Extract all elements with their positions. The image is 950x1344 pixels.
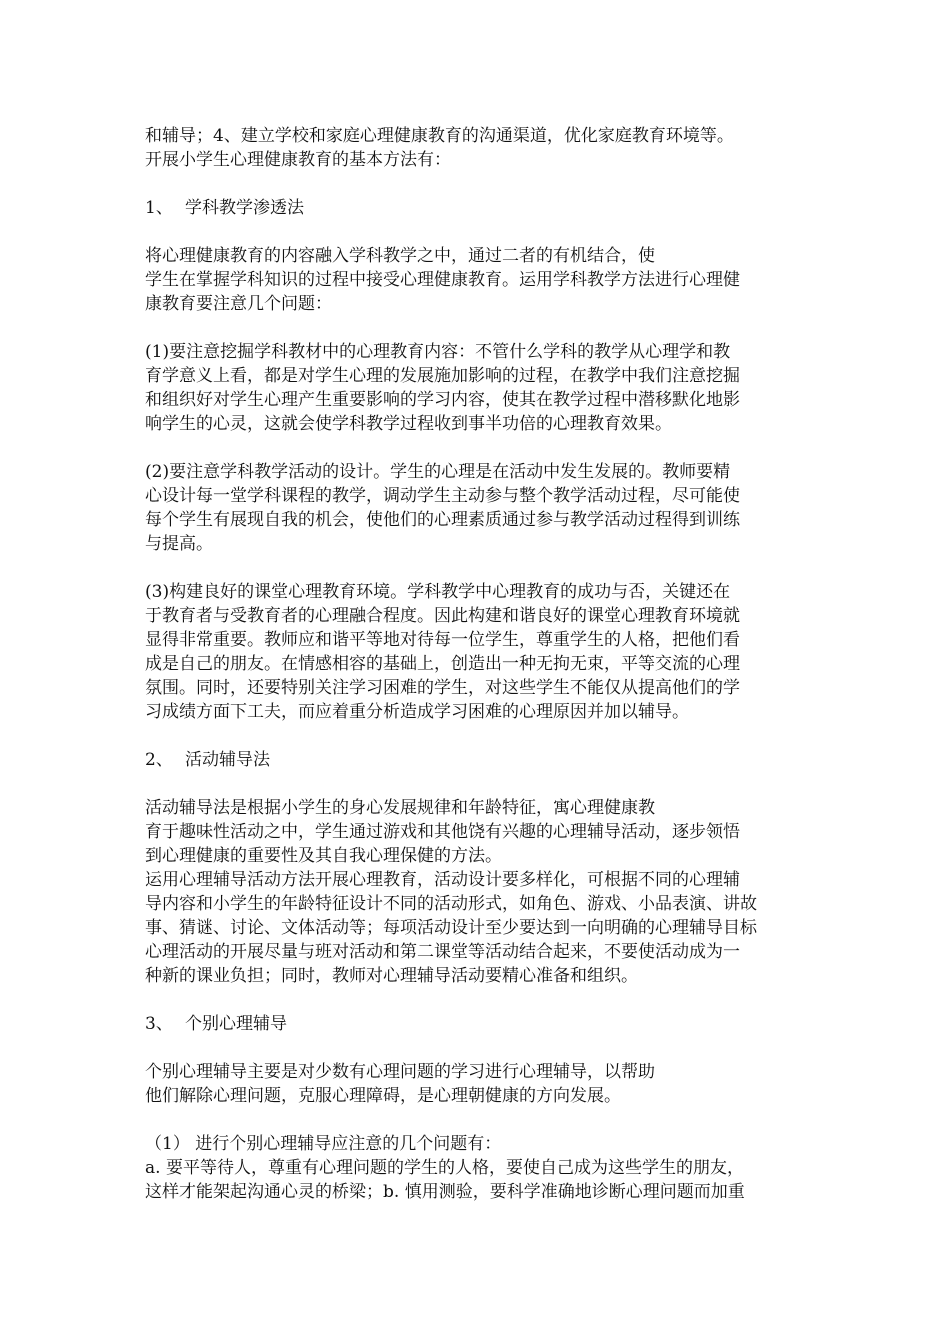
text-line: 事、猜谜、讨论、文体活动等；每项活动设计至少要达到一向明确的心理辅导目标 xyxy=(145,918,757,938)
paragraph-gap xyxy=(145,220,825,244)
text-line: （1） 进行个别心理辅导应注意的几个问题有： xyxy=(145,1134,502,1154)
section-heading-1 xyxy=(145,196,825,220)
section-heading-2 xyxy=(145,748,825,772)
text-line: (3)构建良好的课堂心理教育环境。学科教学中心理教育的成功与否，关键还在 xyxy=(145,582,731,602)
text-line: 每个学生有展现自我的机会，使他们的心理素质通过参与教学活动过程得到训练 xyxy=(145,510,740,530)
section-title: 活动辅导法 xyxy=(185,750,270,770)
text-line: 他们解除心理问题，克服心理障碍，是心理朝健康的方向发展。 xyxy=(145,1086,621,1106)
text-line: 到心理健康的重要性及其自我心理保健的方法。 xyxy=(145,846,502,866)
paragraph-gap xyxy=(145,436,825,460)
text-line: (2)要注意学科教学活动的设计。学生的心理是在活动中发生发展的。教师要精 xyxy=(145,462,731,482)
section-title: 个别心理辅导 xyxy=(185,1014,287,1034)
paragraph-gap xyxy=(145,988,825,1012)
paragraph-gap xyxy=(145,556,825,580)
text-line: 种新的课业负担；同时，教师对心理辅导活动要精心准备和组织。 xyxy=(145,966,638,986)
text-line: 与提高。 xyxy=(145,534,213,554)
text-line: 和组织好对学生心理产生重要影响的学习内容，使其在教学过程中潜移默化地影 xyxy=(145,390,740,410)
text-line: 心理活动的开展尽量与班对活动和第二课堂等活动结合起来，不要使活动成为一 xyxy=(145,942,740,962)
text-line: 响学生的心灵，这就会使学科教学过程收到事半功倍的心理教育效果。 xyxy=(145,414,672,434)
paragraph-gap xyxy=(145,1036,825,1060)
section-title: 学科教学渗透法 xyxy=(185,198,304,218)
text-line: 和辅导；4、建立学校和家庭心理健康教育的沟通渠道，优化家庭教育环境等。 xyxy=(145,126,734,146)
paragraph-gap xyxy=(145,316,825,340)
paragraph-gap xyxy=(145,172,825,196)
text-line: 习成绩方面下工夫，而应着重分析造成学习困难的心理原因并加以辅导。 xyxy=(145,702,689,722)
paragraph-gap xyxy=(145,724,825,748)
section-number: 3、 xyxy=(145,1014,173,1034)
section-number: 2、 xyxy=(145,750,173,770)
text-line: 氛围。同时，还要特别关注学习困难的学生，对这些学生不能仅从提高他们的学 xyxy=(145,678,740,698)
text-line: 个别心理辅导主要是对少数有心理问题的学习进行心理辅导，以帮助 xyxy=(145,1062,655,1082)
text-line: 运用心理辅导活动方法开展心理教育，活动设计要多样化，可根据不同的心理辅 xyxy=(145,870,740,890)
text-line: 学生在掌握学科知识的过程中接受心理健康教育。运用学科教学方法进行心理健 xyxy=(145,270,740,290)
paragraph-gap xyxy=(145,1108,825,1132)
text-line: 康教育要注意几个问题： xyxy=(145,294,332,314)
section-number: 1、 xyxy=(145,198,173,218)
text-line: 心设计每一堂学科课程的教学，调动学生主动参与整个教学活动过程，尽可能使 xyxy=(145,486,740,506)
text-line: 活动辅导法是根据小学生的身心发展规律和年龄特征，寓心理健康教 xyxy=(145,798,655,818)
text-line: a. 要平等待人，尊重有心理问题的学生的人格，要使自己成为这些学生的朋友， xyxy=(145,1158,744,1178)
text-line: 显得非常重要。教师应和谐平等地对待每一位学生，尊重学生的人格，把他们看 xyxy=(145,630,740,650)
document-body xyxy=(145,124,825,1204)
text-line: 这样才能架起沟通心灵的桥梁；b. 慎用测验，要科学准确地诊断心理问题而加重 xyxy=(145,1182,745,1202)
text-line: 育学意义上看，都是对学生心理的发展施加影响的过程，在教学中我们注意挖掘 xyxy=(145,366,740,386)
text-line: 导内容和小学生的年龄特征设计不同的活动形式，如角色、游戏、小品表演、讲故 xyxy=(145,894,757,914)
text-line: (1)要注意挖掘学科教材中的心理教育内容：不管什么学科的教学从心理学和教 xyxy=(145,342,731,362)
text-line: 开展小学生心理健康教育的基本方法有： xyxy=(145,150,451,170)
text-line: 育于趣味性活动之中，学生通过游戏和其他饶有兴趣的心理辅导活动，逐步领悟 xyxy=(145,822,740,842)
text-line: 将心理健康教育的内容融入学科教学之中，通过二者的有机结合，使 xyxy=(145,246,655,266)
text-line: 于教育者与受教育者的心理融合程度。因此构建和谐良好的课堂心理教育环境就 xyxy=(145,606,740,626)
section-heading-3 xyxy=(145,1012,825,1036)
paragraph-gap xyxy=(145,772,825,796)
text-line: 成是自己的朋友。在情感相容的基础上，创造出一种无拘无束，平等交流的心理 xyxy=(145,654,740,674)
